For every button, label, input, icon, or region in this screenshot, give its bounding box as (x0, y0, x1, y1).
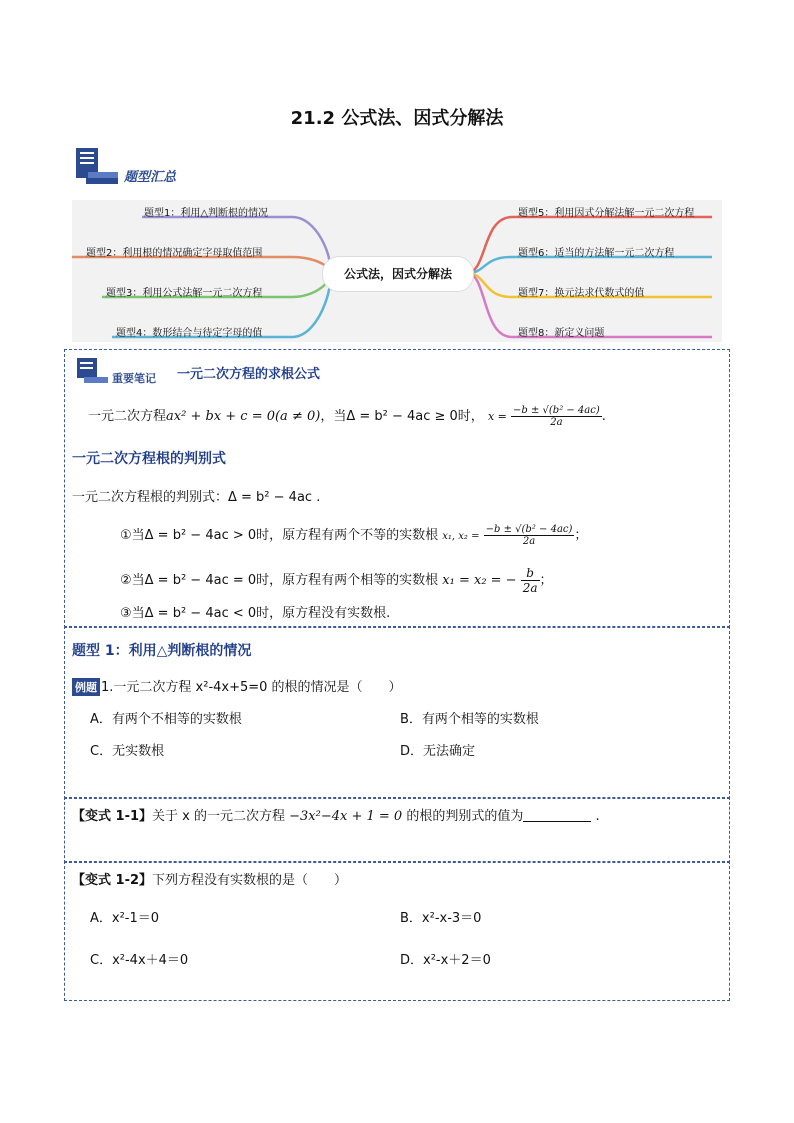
case-2-x: x₁ = x₂ = − (442, 573, 517, 588)
variant-1-2-text: 下列方程没有实数根的是（ ） (152, 873, 348, 888)
notes-title: 一元二次方程的求根公式 (177, 367, 321, 382)
case-3-line: ③当Δ = b² − 4ac < 0时，原方程没有实数根. (120, 606, 391, 621)
mind-map-center: 公式法，因式分解法 (322, 256, 474, 292)
root-formula-numerator: −b ± √(b² − 4ac) (513, 405, 600, 416)
mind-map-right-2: 题型6：适当的方法解一元二次方程 (518, 248, 675, 259)
formula-x: x = (487, 410, 507, 423)
variant-option-c[interactable]: C．x²-4x＋4＝0 (90, 953, 189, 968)
mind-map-right-branch (467, 257, 712, 273)
formula-prefix: 一元二次方程 (88, 409, 167, 424)
case-2-numerator: b (521, 566, 540, 581)
variant-1-1-text2: 的根的判别式的值为 (406, 809, 524, 824)
notes-label: 重要笔记 (112, 372, 156, 385)
mind-map-left-3: 题型3：利用公式法解一元二次方程 (106, 288, 263, 299)
example-tag: 例题 (72, 678, 100, 696)
variant-1-1-text1: 关于 x 的一元二次方程 (152, 809, 285, 824)
case-1-text: ①当Δ = b² − 4ac > 0时，原方程有两个不等的实数根 (120, 528, 439, 543)
case-2-line: ②当Δ = b² − 4ac = 0时，原方程有两个相等的实数根 x₁ = x₂ = − $\frac{b}{2a}$ ； (120, 566, 553, 595)
variant-1-2-tag: 【变式 1-2】 (72, 873, 153, 888)
mind-map-left-branch (72, 257, 330, 273)
formula-equation: ax² + bx + c = 0(a ≠ 0) (166, 409, 321, 424)
book-stack-icon (74, 146, 120, 192)
root-formula-line: 一元二次方程ax² + bx + c = 0(a ≠ 0)，当Δ = b² − 4ac ≥ 0时， x = $\frac{\text{−b ± √(b² − 4ac)}}{2a}$ . (88, 405, 606, 428)
case-2-denominator: 2a (522, 581, 538, 595)
mind-map-left-4: 题型4：数形结合与待定字母的值 (116, 328, 263, 339)
root-formula-fraction (511, 405, 602, 428)
discriminant-heading: 一元二次方程根的判别式 (72, 451, 226, 467)
mind-map-right-3: 题型7：换元法求代数式的值 (518, 288, 645, 299)
case-1-denominator: 2a (522, 536, 536, 547)
case-1-fraction (484, 524, 575, 547)
variant-1-1-tag: 【变式 1-1】 (72, 809, 153, 824)
variant-option-a[interactable]: A．x²-1＝0 (90, 911, 160, 926)
variant-option-b[interactable]: B．x²-x-3＝0 (400, 911, 482, 926)
case-1-line: ①当Δ = b² − 4ac > 0时，原方程有两个不等的实数根 x₁, x₂ = $\frac{\text{−b ± √(b² − 4ac)}}{2a}$ ； (120, 524, 588, 547)
option-c[interactable]: C．无实数根 (90, 744, 165, 759)
type1-heading: 题型 1：利用△判断根的情况 (72, 643, 252, 659)
mind-map-left-1: 题型1：利用△判断根的情况 (144, 208, 269, 219)
mind-map-right-4: 题型8：新定义问题 (518, 328, 605, 339)
mind-map-right-1: 题型5：利用因式分解法解一元二次方程 (518, 208, 695, 219)
formula-condition: ，当Δ = b² − 4ac ≥ 0时， (320, 409, 484, 424)
variant-1-1-equation: −3x²−4x + 1 = 0 (289, 809, 403, 824)
root-formula-denominator: 2a (550, 417, 563, 428)
case-1-numerator: −b ± √(b² − 4ac) (485, 524, 573, 535)
example-text: 1.一元二次方程 x²-4x+5=0 的根的情况是（ ） (101, 680, 402, 695)
discriminant-definition: 一元二次方程根的判别式：Δ = b² − 4ac . (72, 490, 321, 505)
option-a[interactable]: A．有两个不相等的实数根 (90, 712, 242, 727)
answer-blank[interactable] (523, 809, 591, 822)
case-2-fraction (521, 566, 540, 595)
notes-icon (76, 357, 110, 389)
variant-1-1-line: 【变式 1-1】关于 x 的一元二次方程 −3x²−4x + 1 = 0 的根的判别式的值为 . (72, 809, 600, 824)
example-question (72, 676, 402, 696)
mind-map (72, 200, 722, 342)
mind-map-left-2: 题型2：利用根的情况确定字母取值范围 (86, 248, 263, 259)
page-title: 21.2 公式法、因式分解法 (290, 108, 504, 129)
case-2-text: ②当Δ = b² − 4ac = 0时，原方程有两个相等的实数根 (120, 573, 439, 588)
option-d[interactable]: D．无法确定 (400, 744, 476, 759)
option-b[interactable]: B．有两个相等的实数根 (400, 712, 539, 727)
summary-label: 题型汇总 (124, 170, 177, 185)
variant-1-2-line (72, 869, 347, 888)
variant-option-d[interactable]: D．x²-x＋2＝0 (400, 953, 491, 968)
case-1-x: x₁, x₂ = (442, 531, 480, 542)
